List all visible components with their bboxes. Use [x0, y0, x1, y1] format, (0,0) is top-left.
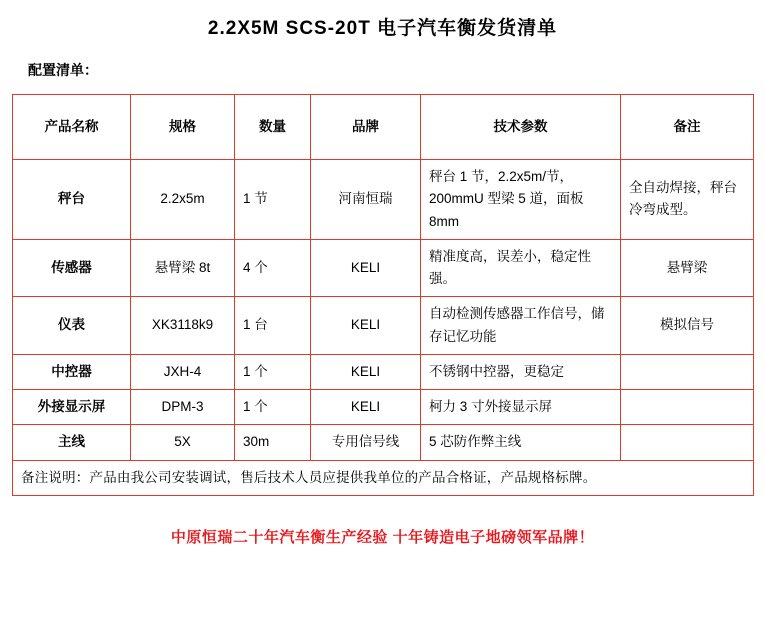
- table-row: [13, 160, 754, 240]
- cell-remark: [621, 390, 754, 425]
- cell-spec: DPM-3: [131, 390, 235, 425]
- column-header-qty: 数量: [235, 95, 311, 160]
- cell-qty: 1 个: [235, 354, 311, 389]
- cell-name: 秤台: [13, 160, 131, 240]
- cell-qty: 1 台: [235, 297, 311, 355]
- cell-remark: [621, 354, 754, 389]
- cell-params: 不锈钢中控器，更稳定: [421, 354, 621, 389]
- cell-params: 精准度高，误差小，稳定性强。: [421, 239, 621, 297]
- cell-qty: 30m: [235, 425, 311, 460]
- cell-brand: KELI: [311, 354, 421, 389]
- cell-qty: 1 节: [235, 160, 311, 240]
- cell-name: 外接显示屏: [13, 390, 131, 425]
- cell-name: 主线: [13, 425, 131, 460]
- cell-spec: XK3118k9: [131, 297, 235, 355]
- column-header-brand: 品牌: [311, 95, 421, 160]
- config-list-label: 配置清单：: [28, 62, 98, 78]
- cell-remark: 全自动焊接，秤台冷弯成型。: [621, 160, 754, 240]
- table-header-row: [13, 95, 754, 160]
- cell-remark: 模拟信号: [621, 297, 754, 355]
- cell-spec: 悬臂梁 8t: [131, 239, 235, 297]
- cell-brand: 河南恒瑞: [311, 160, 421, 240]
- cell-params: 自动检测传感器工作信号，储存记忆功能: [421, 297, 621, 355]
- column-header-params: 技术参数: [421, 95, 621, 160]
- cell-name: 仪表: [13, 297, 131, 355]
- cell-spec: JXH-4: [131, 354, 235, 389]
- page-title: 2.2X5M SCS-20T 电子汽车衡发货清单: [207, 18, 558, 39]
- cell-remark: [621, 425, 754, 460]
- cell-params: 秤台 1 节，2.2x5m/节，200mmU 型梁 5 道，面板 8mm: [421, 160, 621, 240]
- table-row: [13, 390, 754, 425]
- cell-brand: 专用信号线: [311, 425, 421, 460]
- cell-name: 传感器: [13, 239, 131, 297]
- table-row: [13, 425, 754, 460]
- footer-slogan: 中原恒瑞二十年汽车衡生产经验 十年铸造电子地磅领军品牌！: [170, 528, 595, 546]
- table-row: [13, 239, 754, 297]
- table-row: [13, 354, 754, 389]
- spec-table: [12, 94, 754, 496]
- cell-brand: KELI: [311, 297, 421, 355]
- column-header-name: 产品名称: [13, 95, 131, 160]
- table-row: [13, 297, 754, 355]
- cell-qty: 1 个: [235, 390, 311, 425]
- cell-params: 5 芯防作弊主线: [421, 425, 621, 460]
- cell-qty: 4 个: [235, 239, 311, 297]
- cell-params: 柯力 3 寸外接显示屏: [421, 390, 621, 425]
- table-note-row: [13, 460, 754, 495]
- cell-brand: KELI: [311, 239, 421, 297]
- cell-spec: 5X: [131, 425, 235, 460]
- column-header-spec: 规格: [131, 95, 235, 160]
- column-header-remark: 备注: [621, 95, 754, 160]
- cell-remark: 悬臂梁: [621, 239, 754, 297]
- cell-note: 备注说明：产品由我公司安装调试，售后技术人员应提供我单位的产品合格证，产品规格标牌。: [13, 460, 754, 495]
- cell-name: 中控器: [13, 354, 131, 389]
- cell-brand: KELI: [311, 390, 421, 425]
- cell-spec: 2.2x5m: [131, 160, 235, 240]
